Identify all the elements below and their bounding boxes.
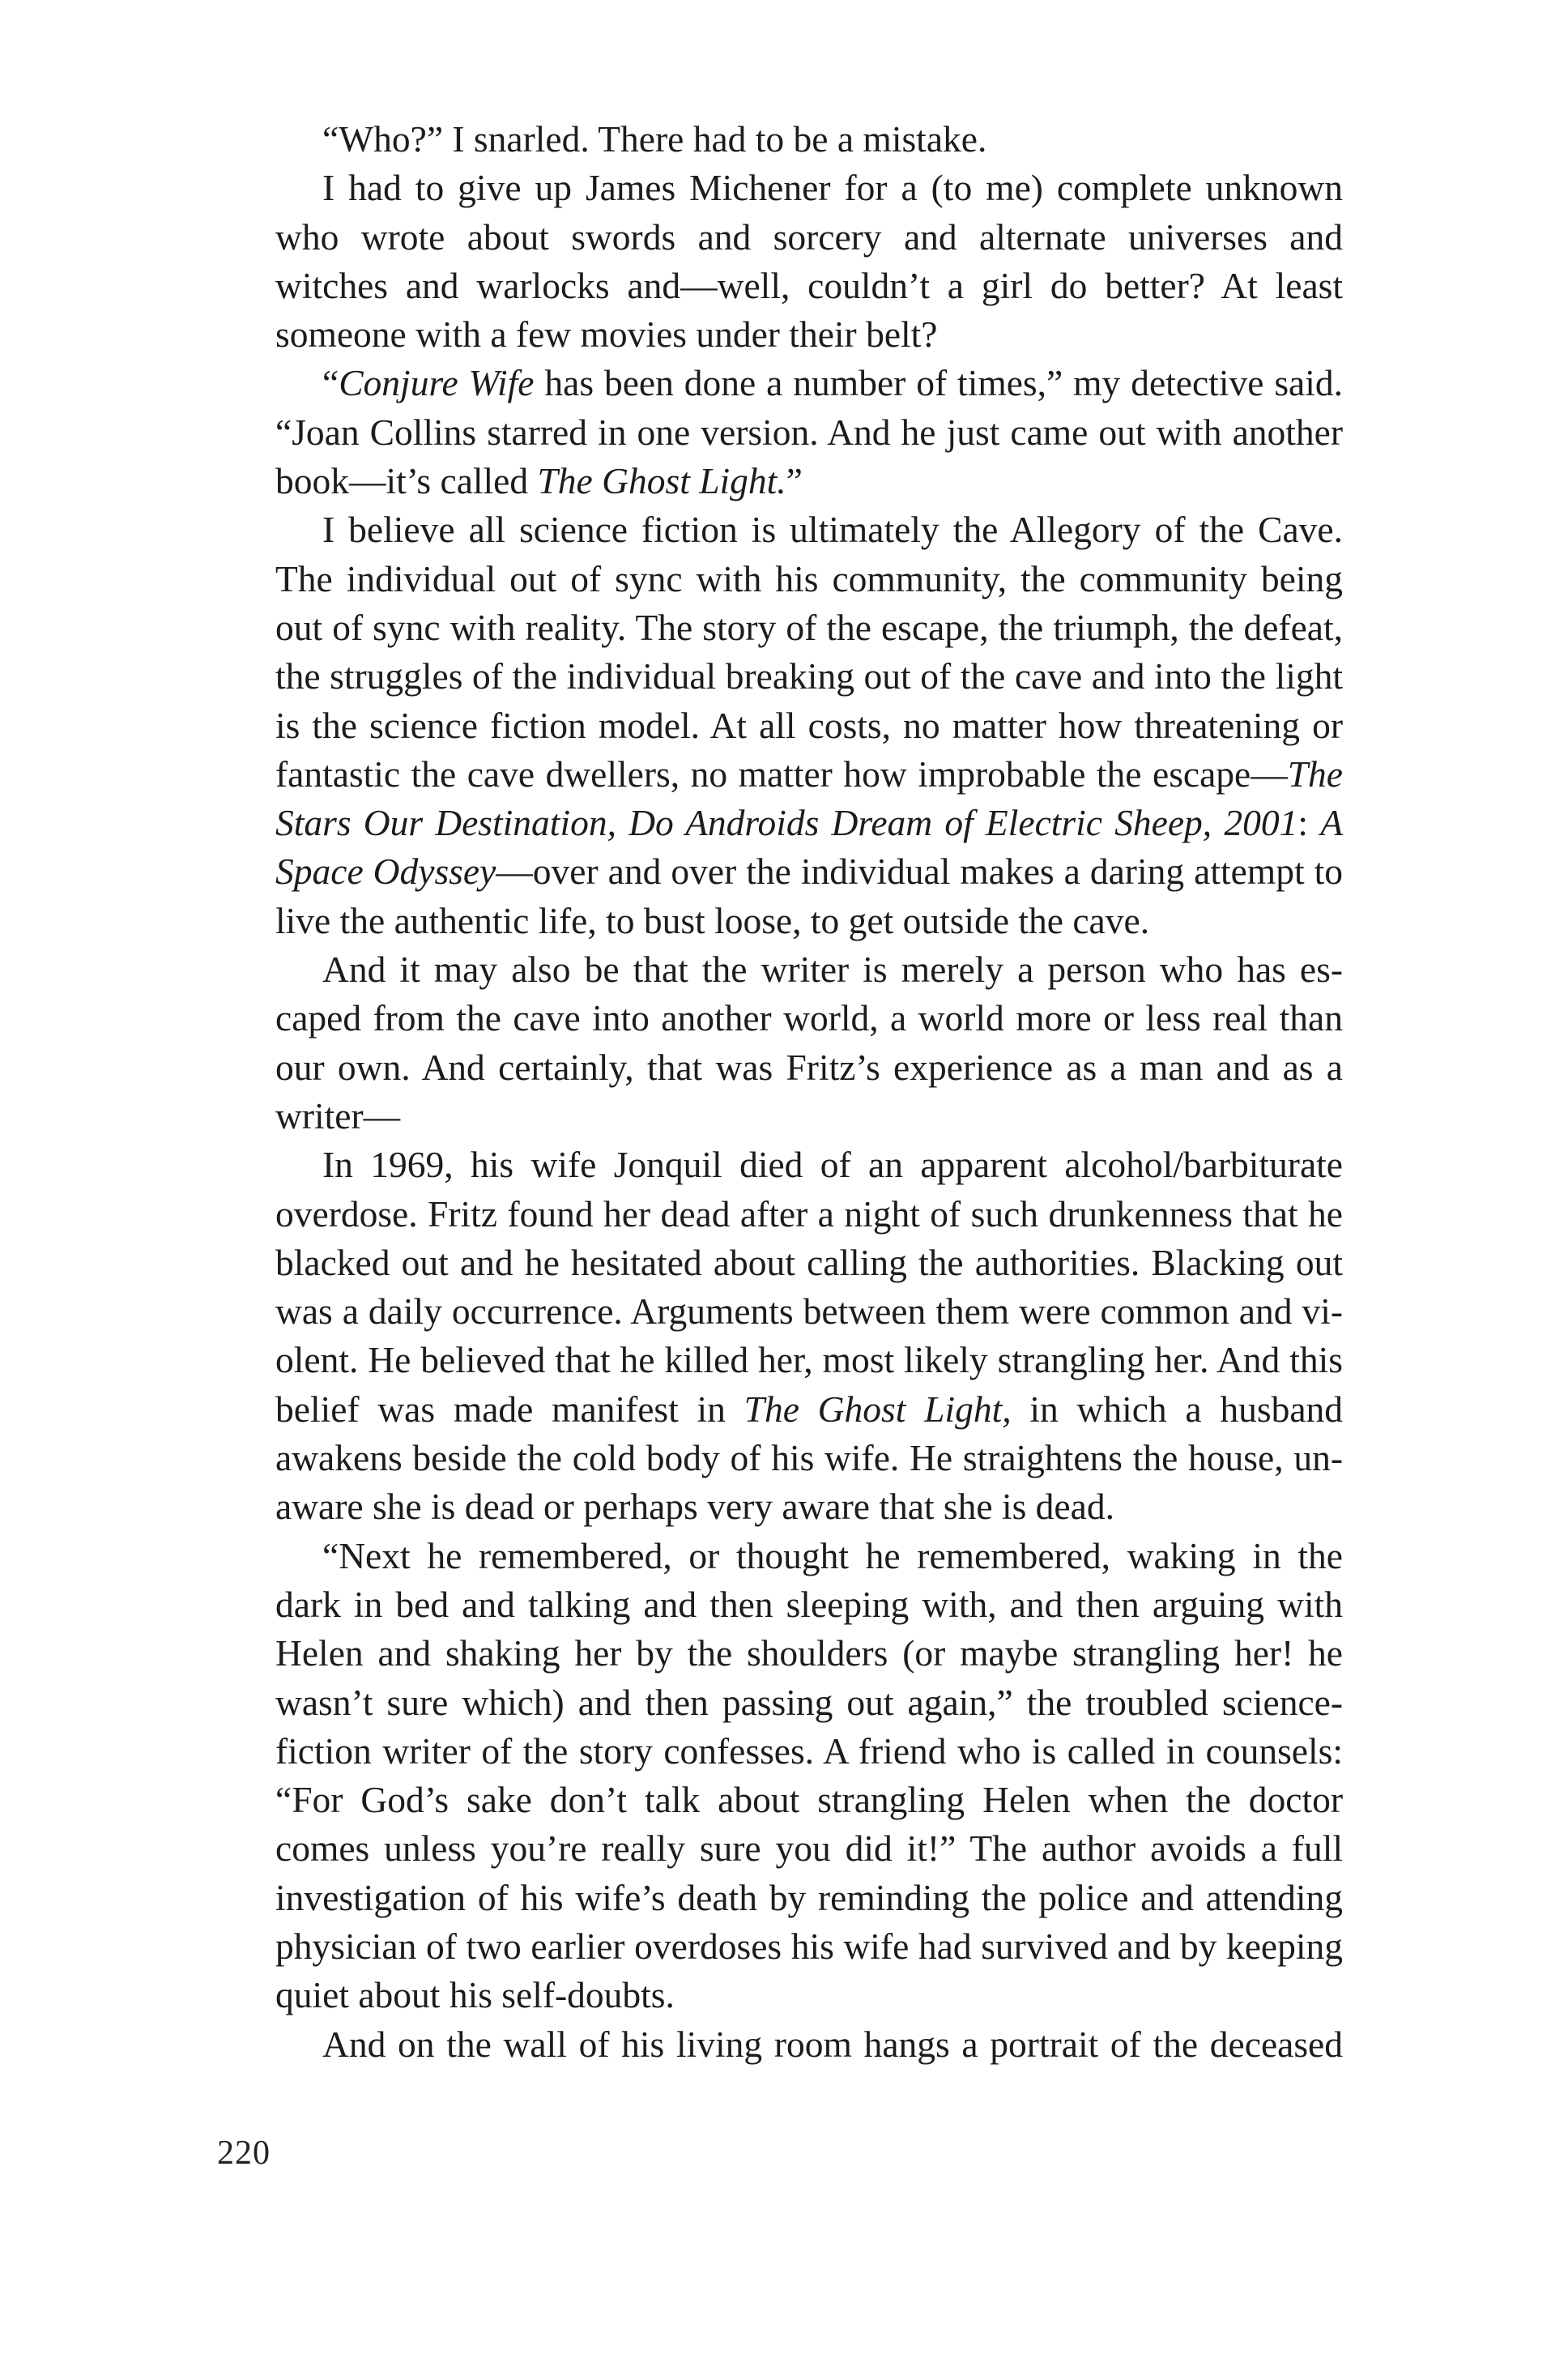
- text-span: And it may also be that the writer is merely a person who has escaped from the cave into another world, a world more or less real than our own. And certainly, that was Fritz’s experience as a man and as a writer—: [275, 949, 1343, 1137]
- text-span: has been done a number of times,” my detective said. “Joan Collins starred in one version. And he just came out with another book—it’s called: [275, 362, 1344, 502]
- paragraph: [275, 505, 1343, 945]
- text-span: I had to give up James Michener for a (to me) complete unknown who wrote about swords and sorcery and alternate universes and witches and warlocks and—well, couldn’t a girl do better? At least someone with a few movies under their belt?: [275, 167, 1343, 356]
- paragraph: [275, 115, 1343, 164]
- italic-title-span: A Space Odyssey: [275, 802, 1343, 893]
- italic-title-span: The Stars Our Destination, Do Androids Dream of Electric Sheep, 2001: [275, 753, 1343, 844]
- paragraph: [275, 1141, 1343, 1531]
- text-span: “Next he remembered, or thought he remembered, waking in the dark in bed and talking and then sleeping with, and then arguing with Helen and shaking her by the shoulders (or maybe strangling her! he wasn’t sure which) and then passing out again,” the troubled science-fiction writer of the story confesses. A friend who is called in counsels: “For God’s sake don’t talk about strangling Helen when the doctor comes unless you’re really sure you did it!” The author avoids a full investigation of his wife’s death by reminding the police and attending physician of two earlier overdoses his wife had survived and by keeping quiet about his self-doubts.: [275, 1534, 1343, 2016]
- italic-title-span: Conjure Wife: [339, 362, 535, 404]
- paragraph: [275, 2020, 1343, 2069]
- paragraph: [275, 359, 1343, 505]
- italic-title-span: The Ghost Light.: [537, 460, 786, 502]
- text-span: —over and over the individual makes a daring attempt to live the authentic life, to bust loose, to get outside the cave.: [275, 851, 1343, 941]
- text-span: in which a husband awakens beside the cold body of his wife. He straightens the house, unaware she is dead or perhaps very aware that she is dead.: [275, 1388, 1344, 1528]
- text-span: In 1969, his wife Jonquil died of an apparent alcohol/barbiturate overdose. Fritz found her dead after a night of such drunkenness that he blacked out and he hesitated about calling the authorities. Blacking out was a daily occurrence. Arguments between them were common and violent. He believed that he killed her, most likely strangling her. And this belief was made manifest in: [275, 1144, 1343, 1430]
- text-span: “: [322, 362, 339, 404]
- italic-title-span: The Ghost Light,: [744, 1388, 1012, 1430]
- page-number: 220: [217, 2135, 271, 2172]
- paragraph: [275, 1532, 1343, 2020]
- paragraph: [275, 945, 1343, 1141]
- paragraph: [275, 164, 1343, 359]
- body-text: [275, 115, 1343, 2069]
- text-span: And on the wall of his living room hangs a portrait of the deceased: [322, 2023, 1343, 2065]
- text-span: “Who?” I snarled. There had to be a mistake.: [322, 118, 987, 160]
- text-span: :: [1297, 802, 1321, 844]
- text-span: ”: [786, 460, 803, 502]
- text-span: I believe all science fiction is ultimately the Allegory of the Cave. The individual out of sync with his community, the community being out of sync with reality. The story of the escape, the triumph, the defeat, the struggles of the individual breaking out of the cave and into the light is the science fiction model. At all costs, no matter how threatening or fantastic the cave dwellers, no matter how improbable the escape—: [275, 509, 1343, 795]
